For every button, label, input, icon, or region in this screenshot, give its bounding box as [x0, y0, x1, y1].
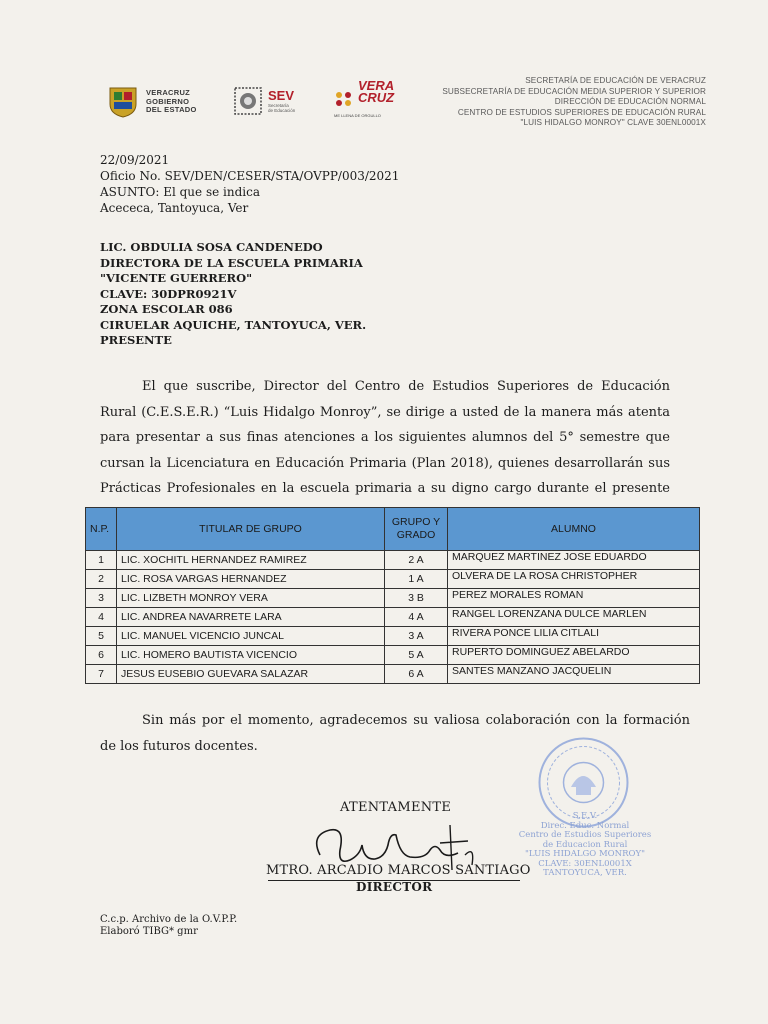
llena-logo-tagline: ME LLENA DE ORGULLO	[334, 113, 381, 118]
cell-titular: LIC. LIZBETH MONROY VERA	[117, 589, 385, 608]
veracruz-shield-icon	[108, 86, 138, 118]
cell-titular: LIC. MANUEL VICENCIO JUNCAL	[117, 627, 385, 646]
addressee-line: PRESENTE	[100, 333, 172, 347]
flower-mark-icon	[334, 90, 354, 108]
column-header-alumno: ALUMNO	[448, 508, 700, 551]
asunto: ASUNTO: El que se indica	[100, 185, 260, 199]
header-line: "LUIS HIDALGO MONROY" CLAVE 30ENL0001X	[520, 118, 706, 127]
cell-np: 3	[86, 589, 117, 608]
cell-alumno: RUPERTO DOMINGUEZ ABELARDO	[448, 646, 700, 665]
header-line: DIRECCIÓN DE EDUCACIÓN NORMAL	[554, 97, 706, 106]
table-row	[86, 608, 700, 627]
column-header-np: N.P.	[86, 508, 117, 551]
addressee-line: ZONA ESCOLAR 086	[100, 302, 233, 316]
cell-titular: JESUS EUSEBIO GUEVARA SALAZAR	[117, 665, 385, 684]
body-paragraph: El que suscribe, Director del Centro de Estudios Superiores de Educación Rural (C.E.S.E.R.) “Luis Hidalgo Monroy”, se dirige a usted de la manera más atenta para presentar a sus finas atenciones a los siguientes alumnos del 5° semestre que cursan la Licenciatura en Educación Primaria (Plan 2018), quienes desarrollarán sus Prácticas Profesionales en la escuela primaria a su digno cargo durante el presente	[100, 379, 670, 496]
header-line: SECRETARÍA DE EDUCACIÓN DE VERACRUZ	[525, 76, 706, 85]
cell-titular: LIC. XOCHITL HERNANDEZ RAMIREZ	[117, 551, 385, 570]
seal-line: CLAVE: 30ENL0001X	[538, 858, 632, 869]
cell-titular: LIC. ANDREA NAVARRETE LARA	[117, 608, 385, 627]
cell-np: 2	[86, 570, 117, 589]
seal-line: TANTOYUCA, VER.	[543, 868, 627, 878]
cell-alumno: OLVERA DE LA ROSA CHRISTOPHER	[448, 570, 700, 589]
cell-grupo: 3 B	[385, 589, 448, 608]
oficio-number: Oficio No. SEV/DEN/CESER/STA/OVPP/003/2021	[100, 169, 400, 183]
cell-np: 4	[86, 608, 117, 627]
table-row	[86, 551, 700, 570]
header-line: CENTRO DE ESTUDIOS SUPERIORES DE EDUCACIÓN RURAL	[457, 107, 706, 117]
ccp-line: Elaboró TIBG* gmr	[100, 926, 198, 937]
institution-header	[442, 76, 706, 129]
students-table	[85, 507, 700, 684]
llena-logo-word: VERA	[358, 78, 395, 93]
sev-logo-subline: de Educación	[268, 108, 296, 113]
column-header-grupo	[385, 508, 448, 551]
cell-grupo: 2 A	[385, 551, 448, 570]
cell-np: 6	[86, 646, 117, 665]
cell-grupo: 4 A	[385, 608, 448, 627]
ccp-line: C.c.p. Archivo de la O.V.P.P.	[100, 914, 238, 925]
cell-grupo: 5 A	[385, 646, 448, 665]
addressee-line: LIC. OBDULIA SOSA CANDENEDO	[100, 240, 323, 254]
cell-titular: LIC. ROSA VARGAS HERNANDEZ	[117, 570, 385, 589]
seal-line: Centro de Estudios Superiores	[518, 830, 652, 840]
cell-np: 7	[86, 665, 117, 684]
column-header-titular: TITULAR DE GRUPO	[117, 508, 385, 551]
veracruz-logo-line: DEL ESTADO	[146, 105, 197, 114]
table-row	[86, 646, 700, 665]
grupo-header-line: GRUPO Y	[391, 516, 441, 528]
header-line: SUBSECRETARÍA DE EDUCACIÓN MEDIA SUPERIOR Y SUPERIOR	[442, 86, 706, 96]
director-title: DIRECTOR	[356, 880, 433, 894]
cell-titular: LIC. HOMERO BAUTISTA VICENCIO	[117, 646, 385, 665]
cell-alumno: MARQUEZ MARTINEZ JOSE EDUARDO	[448, 551, 700, 570]
sev-logo-subline: Secretaría	[268, 103, 289, 108]
llena-logo-word: CRUZ	[358, 90, 395, 105]
seal-line: "LUIS HIDALGO MONROY"	[525, 849, 645, 859]
addressee-line: DIRECTORA DE LA ESCUELA PRIMARIA	[100, 255, 363, 270]
document-meta	[100, 152, 399, 216]
cell-np: 5	[86, 627, 117, 646]
addressee-block	[100, 240, 366, 349]
table-row	[86, 589, 700, 608]
seal-line: Direc. Educ. Normal	[540, 820, 630, 831]
director-name: MTRO. ARCADIO MARCOS SANTIAGO	[266, 863, 531, 878]
veracruz-logo-line: VERACRUZ	[146, 88, 191, 97]
atentamente: ATENTAMENTE	[340, 800, 452, 815]
addressee-line: "VICENTE GUERRERO"	[100, 271, 253, 285]
cell-grupo: 6 A	[385, 665, 448, 684]
veracruz-me-llena-logo	[334, 80, 404, 122]
sev-emblem-icon	[234, 87, 262, 115]
table-header-row	[86, 508, 700, 551]
grupo-header-line: GRADO	[396, 529, 436, 541]
sev-logo	[234, 86, 314, 120]
table-row	[86, 665, 700, 684]
cell-alumno: RIVERA PONCE LILIA CITLALI	[448, 627, 700, 646]
ccp-block	[100, 914, 237, 938]
veracruz-logo-line: GOBIERNO	[146, 96, 190, 106]
sev-logo-word: SEV	[268, 88, 295, 103]
place: Acececa, Tantoyuca, Ver	[100, 201, 249, 215]
cell-grupo: 1 A	[385, 570, 448, 589]
date: 22/09/2021	[100, 153, 170, 167]
seal-line: de Educacion Rural	[542, 839, 628, 850]
cell-alumno: RANGEL LORENZANA DULCE MARLEN	[448, 608, 700, 627]
cell-grupo: 3 A	[385, 627, 448, 646]
table-row	[86, 570, 700, 589]
closing-paragraph: Sin más por el momento, agradecemos su valiosa colaboración con la formación de los futuros docentes.	[100, 713, 690, 754]
cell-alumno: SANTES MANZANO JACQUELIN	[448, 665, 700, 684]
cell-np: 1	[86, 551, 117, 570]
cell-alumno: PEREZ MORALES ROMAN	[448, 589, 700, 608]
seal-line: S.E.V.	[572, 811, 598, 821]
table-row	[86, 627, 700, 646]
addressee-line: CLAVE: 30DPR0921V	[100, 286, 237, 301]
veracruz-government-logo	[108, 86, 208, 120]
addressee-line: CIRUELAR AQUICHE, TANTOYUCA, VER.	[100, 317, 367, 332]
